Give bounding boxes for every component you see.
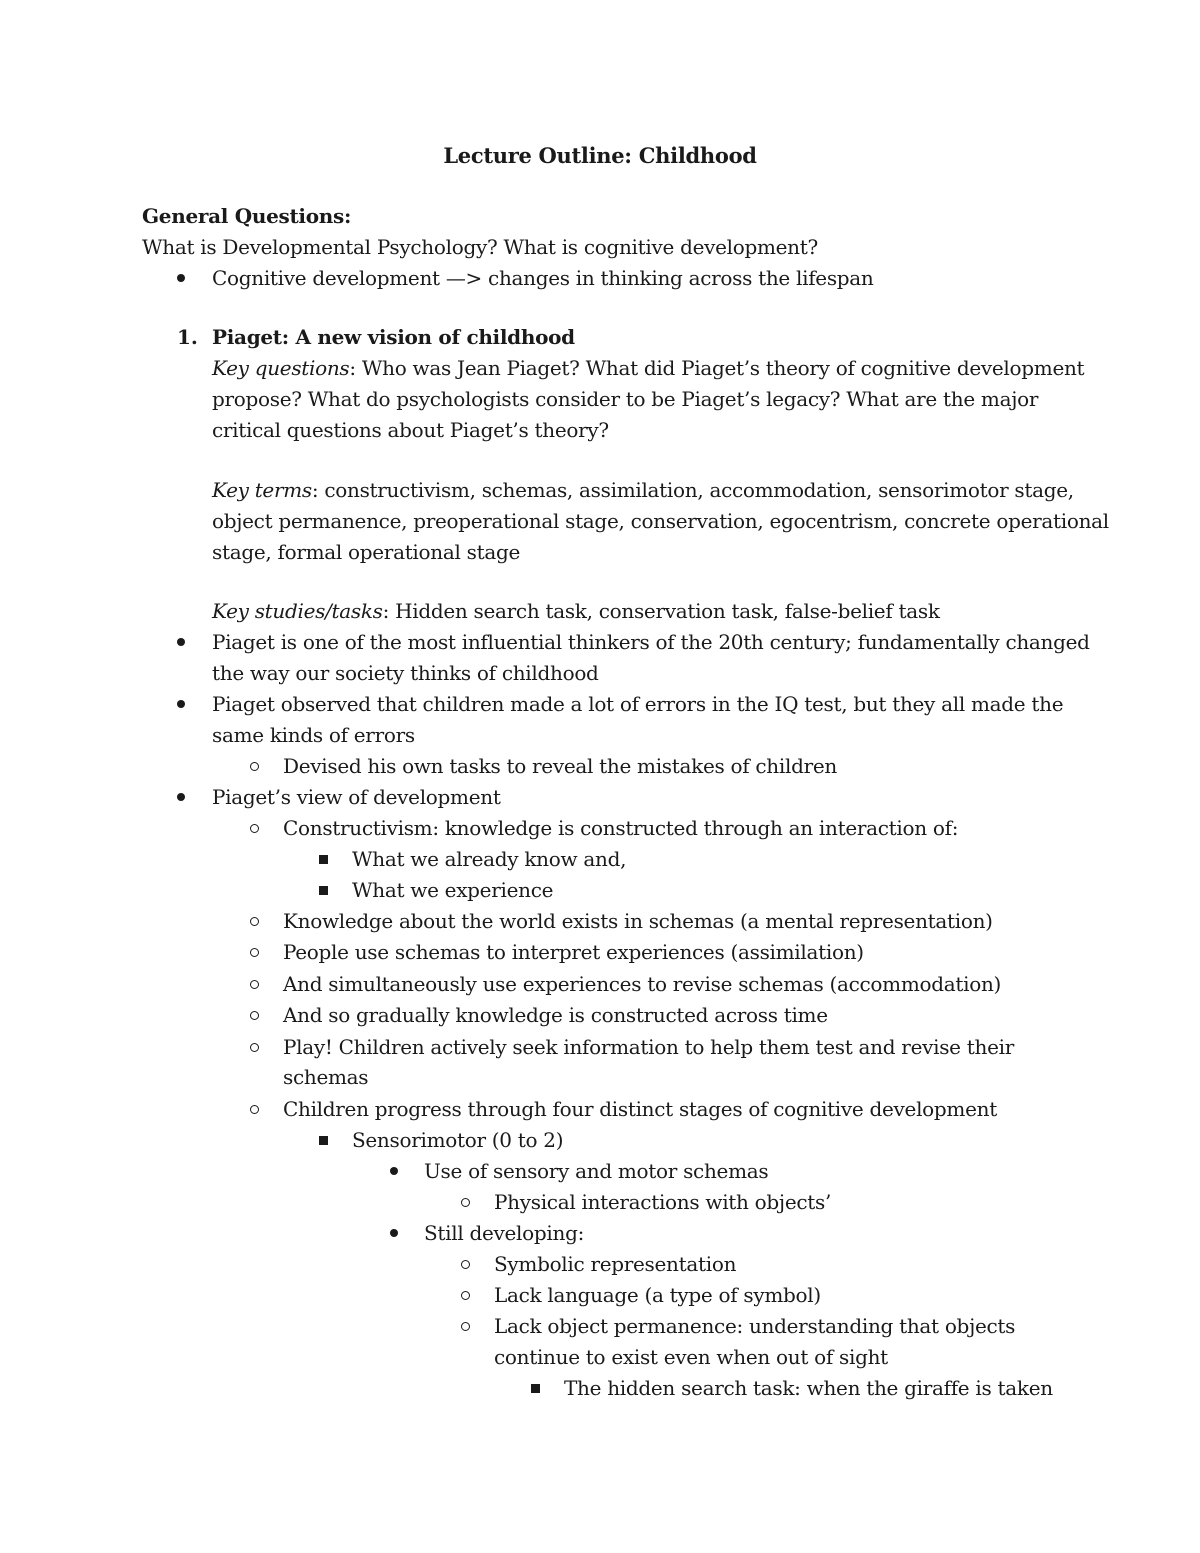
bullet-circle: [461, 1291, 470, 1300]
list-item: And simultaneously use experiences to revise schemas (accommodation): [283, 972, 1002, 996]
key-questions-label: Key questions: [212, 356, 350, 380]
list-item: People use schemas to interpret experiences (assimilation): [283, 940, 864, 964]
bullet-disc: [177, 700, 185, 708]
key-studies-label: Key studies/tasks: [212, 599, 383, 623]
list-item: Use of sensory and motor schemas: [424, 1159, 769, 1183]
bullet-disc: [390, 1229, 398, 1237]
general-questions-text: What is Developmental Psychology? What is cognitive development?: [142, 235, 818, 259]
list-item: Knowledge about the world exists in schemas (a mental representation): [283, 909, 993, 933]
section-number: 1.: [177, 325, 198, 349]
list-item-cont: continue to exist even when out of sight: [494, 1345, 888, 1369]
bullet-square: [319, 855, 328, 864]
key-terms-label: Key terms: [212, 478, 312, 502]
bullet-disc: [390, 1167, 398, 1175]
key-terms-cont: stage, formal operational stage: [212, 540, 520, 564]
list-item: Piaget is one of the most influential thinkers of the 20th century; fundamentally changed: [212, 630, 1090, 654]
list-item: Children progress through four distinct stages of cognitive development: [283, 1097, 997, 1121]
list-item-cont: same kinds of errors: [212, 723, 415, 747]
list-item: What we experience: [352, 878, 554, 902]
section-heading: Piaget: A new vision of childhood: [212, 325, 575, 349]
bullet-disc: [177, 638, 185, 646]
bullet-circle: [250, 824, 259, 833]
key-questions-cont: critical questions about Piaget’s theory?: [212, 418, 609, 442]
key-terms-text: : constructivism, schemas, assimilation, accommodation, sensorimotor stage,: [311, 478, 1074, 502]
list-item: Physical interactions with objects’: [494, 1190, 832, 1214]
bullet-circle: [461, 1322, 470, 1331]
bullet-circle: [250, 948, 259, 957]
bullet-circle: [250, 917, 259, 926]
list-item: Still developing:: [424, 1221, 585, 1245]
key-studies: [212, 597, 940, 625]
list-item: Cognitive development —> changes in thinking across the lifespan: [212, 266, 874, 290]
bullet-circle: [250, 1011, 259, 1020]
list-item: Constructivism: knowledge is constructed through an interaction of:: [283, 816, 959, 840]
list-item: Piaget observed that children made a lot of errors in the IQ test, but they all made the: [212, 692, 1064, 716]
bullet-circle: [250, 1105, 259, 1114]
key-studies-text: : Hidden search task, conservation task, false-belief task: [382, 599, 940, 623]
bullet-circle: [250, 980, 259, 989]
key-terms: [212, 476, 1074, 504]
general-questions-heading: General Questions:: [142, 204, 352, 228]
list-item: Piaget’s view of development: [212, 785, 501, 809]
list-item: Lack language (a type of symbol): [494, 1283, 821, 1307]
bullet-circle: [250, 1043, 259, 1052]
bullet-square: [319, 1136, 328, 1145]
list-item-cont: the way our society thinks of childhood: [212, 661, 599, 685]
key-questions-cont: propose? What do psychologists consider to be Piaget’s legacy? What are the major: [212, 387, 1039, 411]
list-item: The hidden search task: when the giraffe is taken: [564, 1376, 1053, 1400]
bullet-square: [319, 886, 328, 895]
list-item: Devised his own tasks to reveal the mistakes of children: [283, 754, 837, 778]
list-item-cont: schemas: [283, 1065, 369, 1089]
list-item: What we already know and,: [352, 847, 627, 871]
key-questions: [212, 354, 1084, 382]
bullet-square: [531, 1384, 540, 1393]
bullet-circle: [461, 1260, 470, 1269]
bullet-disc: [177, 274, 185, 282]
list-item: Sensorimotor (0 to 2): [352, 1128, 564, 1152]
list-item: Symbolic representation: [494, 1252, 737, 1276]
list-item: Play! Children actively seek information to help them test and revise their: [283, 1035, 1014, 1059]
list-item: Lack object permanence: understanding that objects: [494, 1314, 1016, 1338]
key-terms-cont: object permanence, preoperational stage, conservation, egocentrism, concrete operational: [212, 509, 1109, 533]
key-questions-text: : Who was Jean Piaget? What did Piaget’s theory of cognitive development: [349, 356, 1085, 380]
list-item: And so gradually knowledge is constructed across time: [283, 1003, 828, 1027]
page-title: Lecture Outline: Childhood: [443, 143, 757, 168]
bullet-circle: [461, 1198, 470, 1207]
bullet-circle: [250, 762, 259, 771]
bullet-disc: [177, 793, 185, 801]
